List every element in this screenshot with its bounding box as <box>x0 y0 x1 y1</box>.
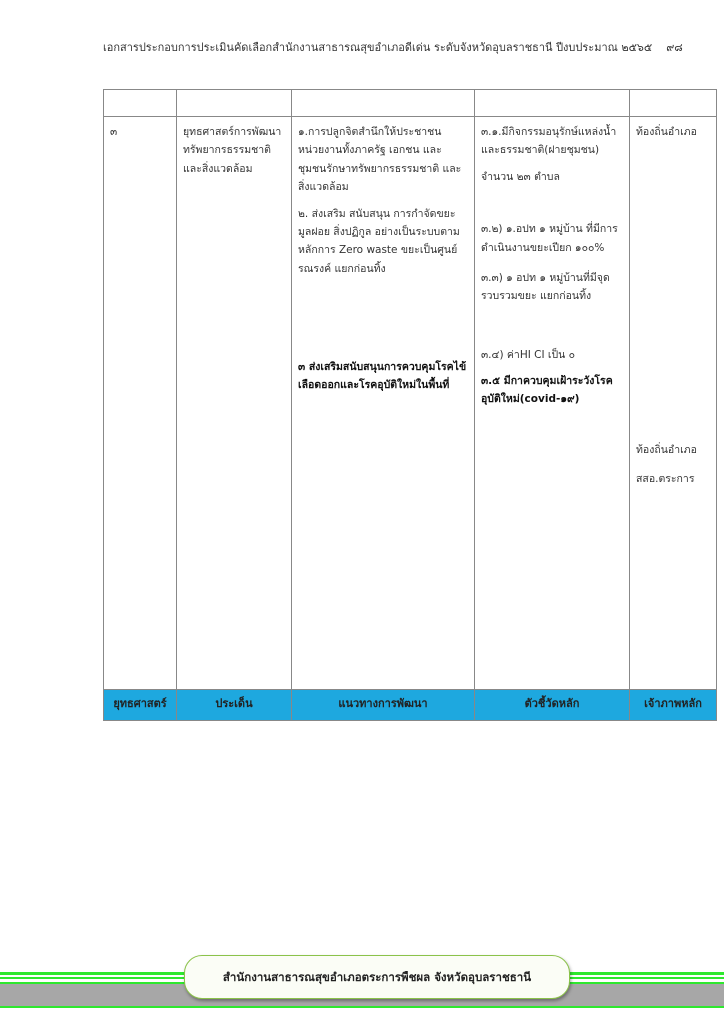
page-header <box>103 38 683 56</box>
column-header-owner: เจ้าภาพหลัก <box>630 690 717 721</box>
issue-item: ๒. ส่งเสริม สนับสนุน การกำจัดขยะมูลฝอย สิ่งปฏิกูล อย่างเป็นระบบตามหลักการ Zero waste ขยะเป็นศูนย์ รณรงค์ แยกก่อนทิ้ง <box>298 207 460 275</box>
table-row <box>104 117 717 690</box>
owner-item: ท้องถิ่นอำเภอ <box>636 126 697 138</box>
indicators-cell <box>475 117 630 690</box>
column-header-issue: ประเด็น <box>177 690 292 721</box>
indicator-item: ๓.๔) ค่าHI CI เป็น ๐ <box>481 348 576 361</box>
column-header-approach: แนวทางการพัฒนา <box>292 690 475 721</box>
issue-item: ๓ ส่งเสริมสนับสนุนการควบคุมโรคไข้เลือดออกและโรคอุบัติใหม่ในพื้นที่ <box>298 361 467 392</box>
issues-cell <box>292 117 475 690</box>
document-title: เอกสารประกอบการประเมินคัดเลือกสำนักงานสาธารณสุขอำเภอดีเด่น ระดับจังหวัดอุบลราชธานี ปีงบประมาณ ๒๕๖๕ <box>103 41 653 54</box>
indicator-item: ๓.๒) ๑.อปท ๑ หมู่บ้าน ที่มีการดำเนินงานขยะเปียก ๑๐๐% <box>481 223 618 254</box>
footer-badge <box>184 955 570 999</box>
column-header-indicator: ตัวชี้วัดหลัก <box>475 690 630 721</box>
strategy-table <box>103 89 717 721</box>
owners-cell <box>630 117 717 690</box>
page-number: ๙๘ <box>666 41 683 54</box>
indicator-item: จำนวน ๒๓ ตำบล <box>481 170 560 183</box>
owner-item: สสอ.ตระการ <box>636 472 695 485</box>
issue-item: ๑.การปลูกจิตสำนึกให้ประชาชน หน่วยงานทั้งภาครัฐ เอกชน และชุมชนรักษาทรัพยากรธรรมชาติ และสิ่งแวดล้อม <box>298 126 462 194</box>
indicator-item: ๓.๑.มีกิจกรรมอนุรักษ์แหล่งน้ำและธรรมชาติ(ฝายชุมชน) <box>481 126 617 157</box>
row-number: ๓ <box>110 126 118 138</box>
table-header-row <box>104 690 717 721</box>
owner-item: ท้องถิ่นอำเภอ <box>636 444 697 457</box>
footer-text: สำนักงานสาธารณสุขอำเภอตระการพืชผล จังหวัดอุบลราชธานี <box>222 970 532 984</box>
strategy-cell <box>177 117 292 690</box>
indicator-item: ๓.๓) ๑ อปท ๑ หมู่บ้านที่มีจุดรวบรวมขยะ แยกก่อนทิ้ง <box>481 271 610 303</box>
column-header-strategy: ยุทธศาสตร์ <box>104 690 177 721</box>
strategy-text: ยุทธศาสตร์การพัฒนาทรัพยากรธรรมชาติและสิ่งแวดล้อม <box>183 126 282 175</box>
indicator-item: ๓.๕ มีกาควบคุมเฝ้าระวังโรคอุบัติใหม่(covid-๑๙) <box>481 375 613 406</box>
table-blank-row <box>104 90 717 117</box>
row-number-cell <box>104 117 177 690</box>
